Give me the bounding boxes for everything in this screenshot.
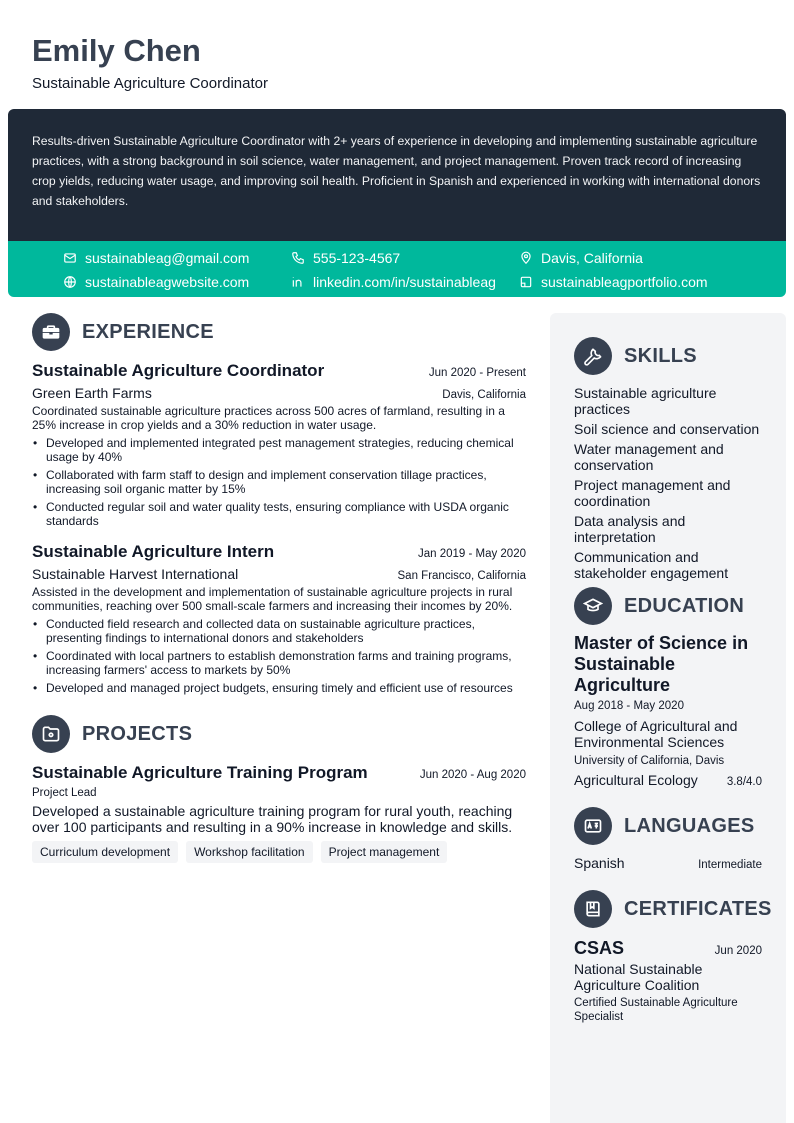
graduation-cap-icon xyxy=(574,587,612,625)
project-tag: Curriculum development xyxy=(32,841,178,863)
linkedin-icon xyxy=(291,275,305,289)
languages-heading: LANGUAGES xyxy=(624,814,755,837)
briefcase-icon xyxy=(32,313,70,351)
job-bullets xyxy=(32,436,526,528)
project-tag: Project management xyxy=(321,841,448,863)
education-heading: EDUCATION xyxy=(624,594,745,617)
experience-section-header xyxy=(32,313,526,351)
contact-email[interactable] xyxy=(63,249,249,267)
project-tags xyxy=(32,841,526,863)
contact-phone-text: 555-123-4567 xyxy=(313,250,401,266)
job-bullet: • Developed and implemented integrated pest management strategies, reducing chemical usage by 40% xyxy=(32,436,526,464)
job-summary: Coordinated sustainable agriculture practices across 500 acres of farmland, resulting in a 25% increase in crop yields and a 30% reduction in water usage. xyxy=(32,404,505,432)
skill-item: Soil science and conservation xyxy=(574,421,760,437)
job-bullet: • Collaborated with farm staff to design and implement conservation tillage practices, increasing soil organic matter by 15% xyxy=(32,468,526,496)
skill-item: Data analysis and interpretation xyxy=(574,513,686,545)
job-bullets xyxy=(32,617,526,695)
skills-section-header xyxy=(574,337,762,375)
contact-phone[interactable] xyxy=(291,249,400,267)
skills-list xyxy=(574,385,762,581)
language-level: Intermediate xyxy=(698,859,762,871)
education-gpa: 3.8/4.0 xyxy=(726,776,762,788)
job-bullet: • Developed and managed project budgets, ensuring timely and efficient use of resources xyxy=(32,681,526,695)
job-summary: Assisted in the development and implementation of sustainable agriculture projects in rural communities, reaching over 500 small-scale farmers and increasing their incomes by 20%. xyxy=(32,585,513,613)
projects-section-header xyxy=(32,715,526,753)
candidate-name: Emily Chen xyxy=(32,33,201,68)
contact-bar xyxy=(8,241,786,297)
education-university: University of California, Davis xyxy=(574,755,725,767)
translate-icon xyxy=(574,807,612,845)
education-college: College of Agricultural and Environmental Sciences xyxy=(574,718,738,750)
contact-location-text: Davis, California xyxy=(541,250,643,266)
contact-linkedin-text: linkedin.com/in/sustainableag xyxy=(313,274,496,290)
certificates-heading: CERTIFICATES xyxy=(624,897,772,920)
project-entry xyxy=(32,763,526,863)
summary-panel xyxy=(8,109,786,241)
projects-heading: PROJECTS xyxy=(82,722,193,745)
project-dates: Jun 2020 - Aug 2020 xyxy=(419,769,526,781)
candidate-headline: Sustainable Agriculture Coordinator xyxy=(32,75,268,92)
skill-item: Communication and stakeholder engagement xyxy=(574,549,729,581)
job-bullet: • Coordinated with local partners to establish demonstration farms and training programs, increasing farmers' access to markets by 50% xyxy=(32,649,526,677)
certificate-issuer: National Sustainable Agriculture Coalition xyxy=(574,961,703,993)
skill-item: Water management and conservation xyxy=(574,441,724,473)
degree-title: Master of Science in Sustainable Agriculture xyxy=(574,633,749,695)
job-company: Sustainable Harvest International xyxy=(32,566,239,582)
certificate-name: CSAS xyxy=(574,938,625,958)
skills-heading: SKILLS xyxy=(624,344,697,367)
job-location: San Francisco, California xyxy=(397,570,526,582)
job-dates: Jan 2019 - May 2020 xyxy=(417,548,526,560)
education-entry xyxy=(574,633,762,789)
skill-item: Project management and coordination xyxy=(574,477,731,509)
project-tag: Workshop facilitation xyxy=(186,841,313,863)
languages-section-header xyxy=(574,807,762,845)
job-title: Sustainable Agriculture Coordinator xyxy=(32,361,325,380)
phone-icon xyxy=(291,251,305,265)
job-bullet: • Conducted field research and collected data on sustainable agriculture practices, presenting findings to international donors and stakeholders xyxy=(32,617,526,645)
contact-email-text: sustainableag@gmail.com xyxy=(85,250,250,266)
experience-heading: EXPERIENCE xyxy=(82,320,214,343)
job-dates: Jun 2020 - Present xyxy=(428,367,526,379)
skill-item: Sustainable agriculture practices xyxy=(574,385,717,417)
folder-icon xyxy=(32,715,70,753)
certificates-section-header xyxy=(574,890,772,928)
job-location: Davis, California xyxy=(442,389,526,401)
job-title: Sustainable Agriculture Intern xyxy=(32,542,275,561)
summary-text: Results-driven Sustainable Agriculture Coordinator with 2+ years of experience in developing and implementing sustainable agriculture practices, with a strong background in soil science, water management, and project management. Proven track record of increasing crop yields, reducing water usage, and improving soil health. Proficient in Spanish and experienced in working with international donors and stakeholders. xyxy=(32,134,761,208)
job-bullet: • Conducted regular soil and water quality tests, ensuring compliance with USDA organic standards xyxy=(32,500,526,528)
certificate-book-icon xyxy=(574,890,612,928)
contact-portfolio-text: sustainableagportfolio.com xyxy=(541,274,708,290)
project-title: Sustainable Agriculture Training Program xyxy=(32,763,368,782)
email-icon xyxy=(63,251,77,265)
job-entry xyxy=(32,542,526,695)
project-role: Project Lead xyxy=(32,787,97,799)
main-column xyxy=(32,313,526,863)
language-item xyxy=(574,855,762,872)
resume-header xyxy=(32,34,268,93)
wrench-icon xyxy=(574,337,612,375)
sidebar xyxy=(550,313,786,1123)
certificate-date: Jun 2020 xyxy=(714,945,762,957)
contact-location xyxy=(519,249,643,267)
globe-icon xyxy=(63,275,77,289)
language-name: Spanish xyxy=(574,855,625,871)
location-pin-icon xyxy=(519,251,533,265)
education-dates: Aug 2018 - May 2020 xyxy=(574,700,684,712)
contact-linkedin[interactable] xyxy=(291,273,496,291)
education-field: Agricultural Ecology xyxy=(574,772,698,788)
job-company: Green Earth Farms xyxy=(32,385,152,401)
job-entry xyxy=(32,361,526,528)
contact-portfolio[interactable] xyxy=(519,273,708,291)
certificate-entry xyxy=(574,938,762,1024)
project-description: Developed a sustainable agriculture training program for rural youth, reaching over 100 participants and resulting in a 90% increase in knowledge and skills. xyxy=(32,803,513,835)
education-section-header xyxy=(574,587,762,625)
contact-website[interactable] xyxy=(63,273,249,291)
contact-website-text: sustainableagwebsite.com xyxy=(85,274,250,290)
certificate-full-name: Certified Sustainable Agriculture Specialist xyxy=(574,997,738,1023)
portfolio-icon xyxy=(519,275,533,289)
